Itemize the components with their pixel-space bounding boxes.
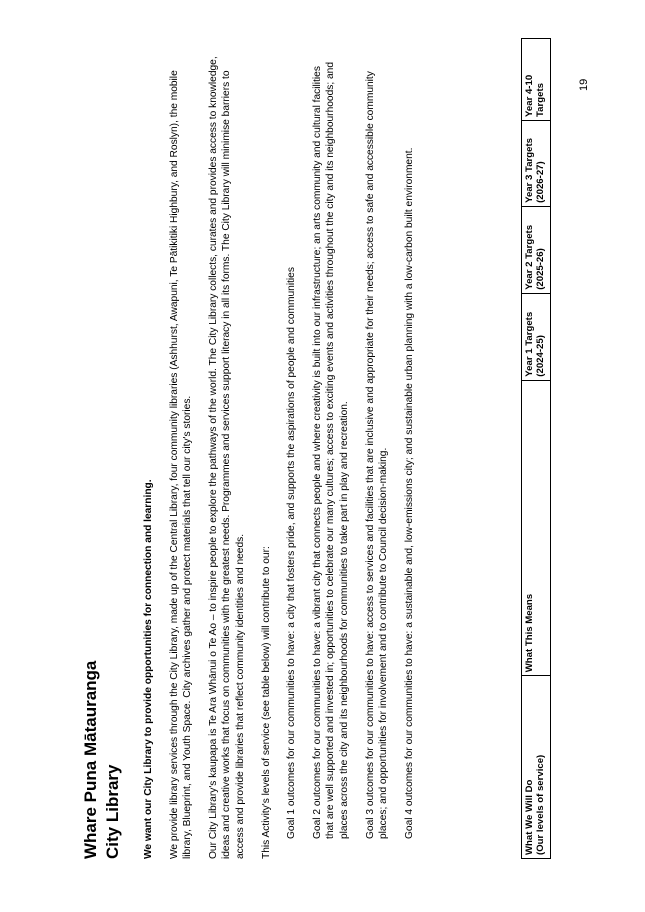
header-line: Year 4-10 Targets	[524, 74, 546, 117]
page-title: Whare Puna Mātauranga	[81, 660, 100, 859]
goal-3: Goal 3 outcomes for our communities to have: access to services and facilities that are inclusive and appropriate for their needs; access to safe and accessible community places; and opportunities for involvement and to contribute to Council decision-making.	[364, 71, 390, 839]
paragraph-contribution: This Activity's levels of service (see table below) will contribute to our:	[260, 546, 272, 859]
paragraph-services: We provide library services through the City Library, made up of the Central Library, four community libraries (Ashhurst, Awapuni, Te Pātikitiki Highbury, and Roslyn), the mobile library, Blueprint, and Youth Space. City archives gather and protect materials that tell our city's stories.	[168, 70, 194, 859]
header-line: (Our levels of service)	[535, 754, 546, 855]
header-cell	[522, 293, 551, 380]
header-line: Year 1 Targets	[524, 311, 535, 377]
goal-1: Goal 1 outcomes for our communities to have: a city that fosters pride, and supports the aspirations of people and communities	[286, 267, 298, 839]
page-subtitle: City Library	[103, 764, 122, 859]
header-cell	[522, 380, 551, 676]
header-line: What We Will Do	[524, 779, 535, 855]
header-cell	[522, 39, 551, 121]
table-header-row	[522, 39, 551, 859]
page-content	[80, 51, 428, 859]
header-line: Year 2 Targets	[524, 224, 535, 290]
header-line: Year 3 Targets	[524, 138, 535, 203]
header-line: (2025-26)	[535, 248, 546, 290]
goal-4: Goal 4 outcomes for our communities to have: a sustainable and, low-emissions city; and sustainable urban planning with a low-carbon built environment.	[403, 147, 415, 839]
header-cell	[522, 676, 551, 859]
header-cell	[522, 120, 551, 206]
header-line: (2024-25)	[535, 335, 546, 377]
page-number: 19	[578, 78, 590, 92]
goal-2: Goal 2 outcomes for our communities to have: a vibrant city that connects people and where creativity is built into our infrastructure; an arts community and cultural facilities that are well supported and invested in; opportunities to celebrate our many cultures; access to exciting events and activities throughout the city and its neighbourhoods; and places across the city and its neighbourhoods for communities to take part in play and recreation.	[311, 62, 350, 839]
intro-statement: We want our City Library to provide opportunities for connection and learning.	[143, 479, 154, 859]
header-cell	[522, 206, 551, 293]
paragraph-kaupapa: Our City Library's kaupapa is Te Ara Whānui o Te Ao – to inspire people to explore the pathways of the world. The City Library collects, curates and provides access to knowledge, ideas and creative works that focus on communities with the greatest needs. Programmes and services support literacy in all its forms. The City Library will minimise barriers to access and provide libraries that reflect community identities and needs.	[207, 56, 246, 859]
header-line: What This Means	[524, 593, 535, 673]
levels-of-service-table	[521, 38, 551, 859]
header-line: (2026-27)	[535, 161, 546, 203]
